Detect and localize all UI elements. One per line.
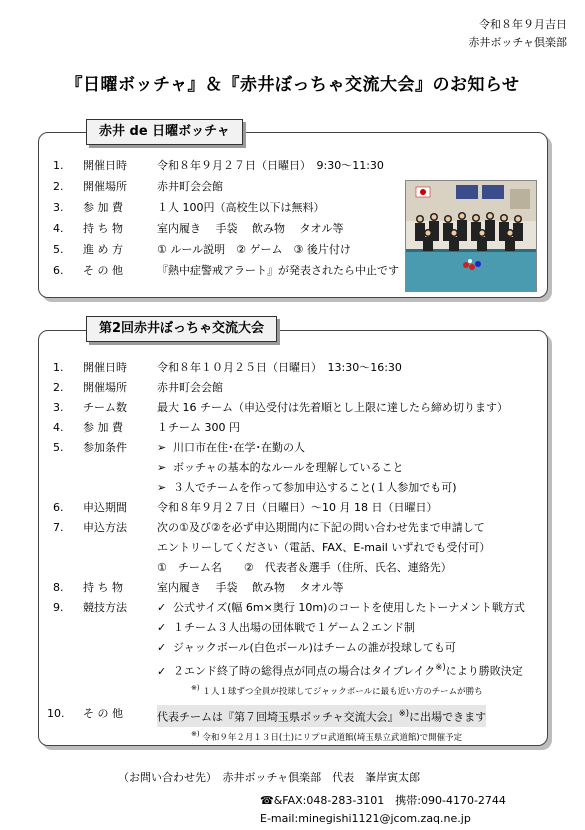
item-number: 5. [53,441,64,454]
item-value: 令和８年９月２７日（日曜日）～10 月 18 日（日曜日） [157,501,438,514]
section-tab-sunday-boccia: 赤井 de 日曜ボッチャ [86,119,243,145]
item-label: チーム数 [83,401,127,414]
section-tab-tournament: 第2回赤井ぼっちゃ交流大会 [86,316,277,342]
item-value: １チーム 300 円 [157,421,240,434]
item-value: １人 100円（高校生以下は無料） [157,201,325,214]
item-number: 7. [53,521,64,534]
item-label: そ の 他 [83,707,123,720]
item-label: 申込期間 [83,501,127,514]
item-label: 参加条件 [83,441,127,454]
check-icon: ✓ [157,664,167,678]
item-label: 持 ち 物 [83,581,123,594]
issue-date: 令和８年９月吉日 [479,18,567,31]
item-value: 室内履き 手袋 飲み物 タオル等 [157,581,344,594]
list-item [39,399,547,417]
method-item [157,619,415,637]
note-mark: ※) [191,729,200,738]
condition-text: 川口市在住･在学･在勤の人 [173,441,305,454]
list-item [39,499,547,517]
item-label: 持 ち 物 [83,222,123,235]
item-value: 代表チームは『第７回埼玉県ボッチャ交流大会』 [157,710,399,724]
item-number: 10. [47,707,65,720]
check-icon: ✓ [157,601,167,614]
item-number: 4. [53,222,64,235]
list-item [39,157,547,175]
group-photo-illustration [406,181,536,291]
item-number: 1. [53,361,64,374]
other-footnote [191,725,462,743]
item-label: 申込方法 [83,521,127,534]
tournament-box [38,330,548,746]
condition-item [157,439,305,457]
list-item [39,705,547,723]
note-mark: ※) [398,709,410,719]
item-value: 室内履き 手袋 飲み物 タオル等 [157,222,344,235]
footnote-text: 令和９年２月１３日(土)にリプロ武道館(埼玉県立武道館)で開催予定 [202,732,463,743]
condition-text: ボッチャの基本的なルールを理解していること [173,461,404,474]
method-text: ２エンド終了時の総得点が同点の場合はタイブレイク [173,664,436,678]
list-item [39,519,547,537]
item-label: 進 め 方 [83,243,123,256]
item-number: 4. [53,421,64,434]
method-text: １チーム３人出場の団体戦で１ゲーム２エンド制 [173,621,415,634]
apply-detail: ① チーム名 ② 代表者＆選手（住所、氏名、連絡先） [157,561,452,574]
item-number: 8. [53,581,64,594]
item-value: ① ルール説明 ② ゲーム ③ 後片付け [157,243,351,256]
item-number: 5. [53,243,64,256]
method-footnote [191,679,483,697]
item-label: 参 加 費 [83,421,123,434]
item-value: 次の①及び②を必ず申込期間内に下記の問い合わせ先まで申請して [157,521,485,534]
apply-detail: エントリーしてください（電話、FAX、E-mail いずれでも受付可） [157,541,491,554]
item-label: 開催場所 [83,381,127,394]
footnote-text: １人１球ずつ全員が投球してジャックボールに最も近い方のチームが勝ち [202,686,483,697]
arrow-icon: ➢ [157,441,167,454]
item-value: 『熱中症警戒アラート』が発表されたら中止です [157,264,399,277]
sunday-boccia-box [38,132,548,298]
item-number: 6. [53,264,64,277]
item-number: 6. [53,501,64,514]
item-label: 開催場所 [83,180,127,193]
arrow-icon: ➢ [157,481,167,494]
item-label: 開催日時 [83,159,127,172]
check-icon: ✓ [157,641,167,654]
condition-item [157,459,403,477]
page-title: 『日曜ボッチャ』＆『赤井ぼっちゃ交流大会』のお知らせ [65,75,520,95]
organizer-name: 赤井ボッチャ倶楽部 [468,36,567,49]
list-item [39,419,547,437]
arrow-icon: ➢ [157,461,167,474]
check-icon: ✓ [157,621,167,634]
item-value: 赤井町会会館 [157,180,223,193]
method-text: ジャックボール(白色ボール)はチームの誰が投球しても可 [173,641,456,654]
contact-line: （お問い合わせ先） 赤井ボッチャ倶楽部 代表 峯岸寅太郎 [118,771,421,784]
item-number: 2. [53,180,64,193]
item-value: 最大 16 チーム（申込受付は先着順とし上限に達したら締め切ります） [157,401,508,414]
item-number: 9. [53,601,64,614]
item-number: 1. [53,159,64,172]
item-value: 赤井町会会館 [157,381,223,394]
item-value-tail: に出場できます [409,710,487,724]
list-item [39,379,547,397]
item-number: 2. [53,381,64,394]
phone-fax-text: &FAX:048-283-3101 携帯:090-4170-2744 [273,794,506,807]
method-item [157,639,456,657]
item-value: 令和８年９月２７日（日曜日） 9:30～11:30 [157,159,384,172]
item-label: そ の 他 [83,264,123,277]
item-number: 3. [53,201,64,214]
item-label: 参 加 費 [83,201,123,214]
phone-icon: ☎ [260,794,274,807]
item-value-highlight [157,705,486,727]
note-mark: ※) [435,663,446,673]
method-text: 公式サイズ(幅 6m×奥行 10m)のコートを使用したトーナメント戦方式 [173,601,525,614]
condition-item [157,479,457,497]
method-item [157,659,523,677]
note-mark: ※) [191,683,200,692]
item-number: 3. [53,401,64,414]
group-photo [405,180,537,292]
phone-fax-line [260,792,506,808]
condition-text: ３人でチームを作って参加申込すること(１人参加でも可) [173,481,457,494]
list-item [39,359,547,377]
item-value: 令和８年１０月２５日（日曜日） 13:30～16:30 [157,361,402,374]
item-label: 開催日時 [83,361,127,374]
method-text-tail: により勝敗決定 [445,664,523,678]
email-line[interactable]: E-mail:minegishi1121@jcom.zaq.ne.jp [260,812,471,825]
item-label: 競技方法 [83,601,127,614]
list-item [39,579,547,597]
method-item [157,599,525,617]
